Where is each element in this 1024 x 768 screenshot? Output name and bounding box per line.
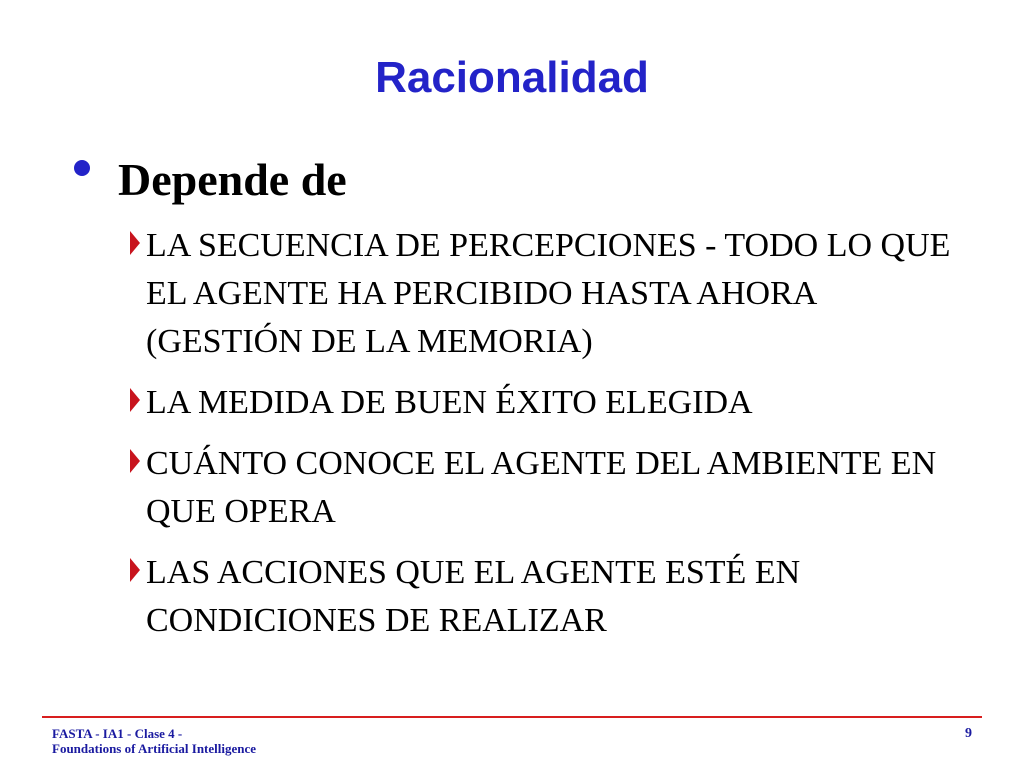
main-bullet <box>68 152 347 208</box>
footer-line-1: FASTA - IA1 - Clase 4 - <box>52 726 183 741</box>
sub-bullet-text: LAS ACCIONES QUE EL AGENTE ESTÉ EN CONDICIONES DE REALIZAR <box>146 554 801 639</box>
sub-bullet-text: LA SECUENCIA DE PERCEPCIONES - TODO LO QUE EL AGENTE HA PERCIBIDO HASTA AHORA (GESTIÓN DE LA MEMORIA) <box>146 227 951 360</box>
triangle-right-icon <box>130 388 140 412</box>
footer-text <box>52 726 256 756</box>
sub-bullet-list <box>128 222 968 658</box>
sub-bullet-item <box>128 440 968 536</box>
sub-bullet-text: CUÁNTO CONOCE EL AGENTE DEL AMBIENTE EN QUE OPERA <box>146 445 937 530</box>
sub-bullet-item <box>128 222 968 366</box>
bullet-dot-icon <box>74 160 90 176</box>
sub-bullet-item <box>128 379 968 427</box>
footer-divider <box>42 716 982 718</box>
sub-bullet-item <box>128 549 968 645</box>
sub-bullet-text: LA MEDIDA DE BUEN ÉXITO ELEGIDA <box>146 384 753 421</box>
footer-line-2: Foundations of Artificial Intelligence <box>52 741 257 756</box>
triangle-right-icon <box>130 449 140 473</box>
slide-title: Racionalidad <box>375 53 649 102</box>
page-number: 9 <box>965 726 972 741</box>
main-bullet-text: Depende de <box>118 154 347 205</box>
triangle-right-icon <box>130 231 140 255</box>
triangle-right-icon <box>130 558 140 582</box>
